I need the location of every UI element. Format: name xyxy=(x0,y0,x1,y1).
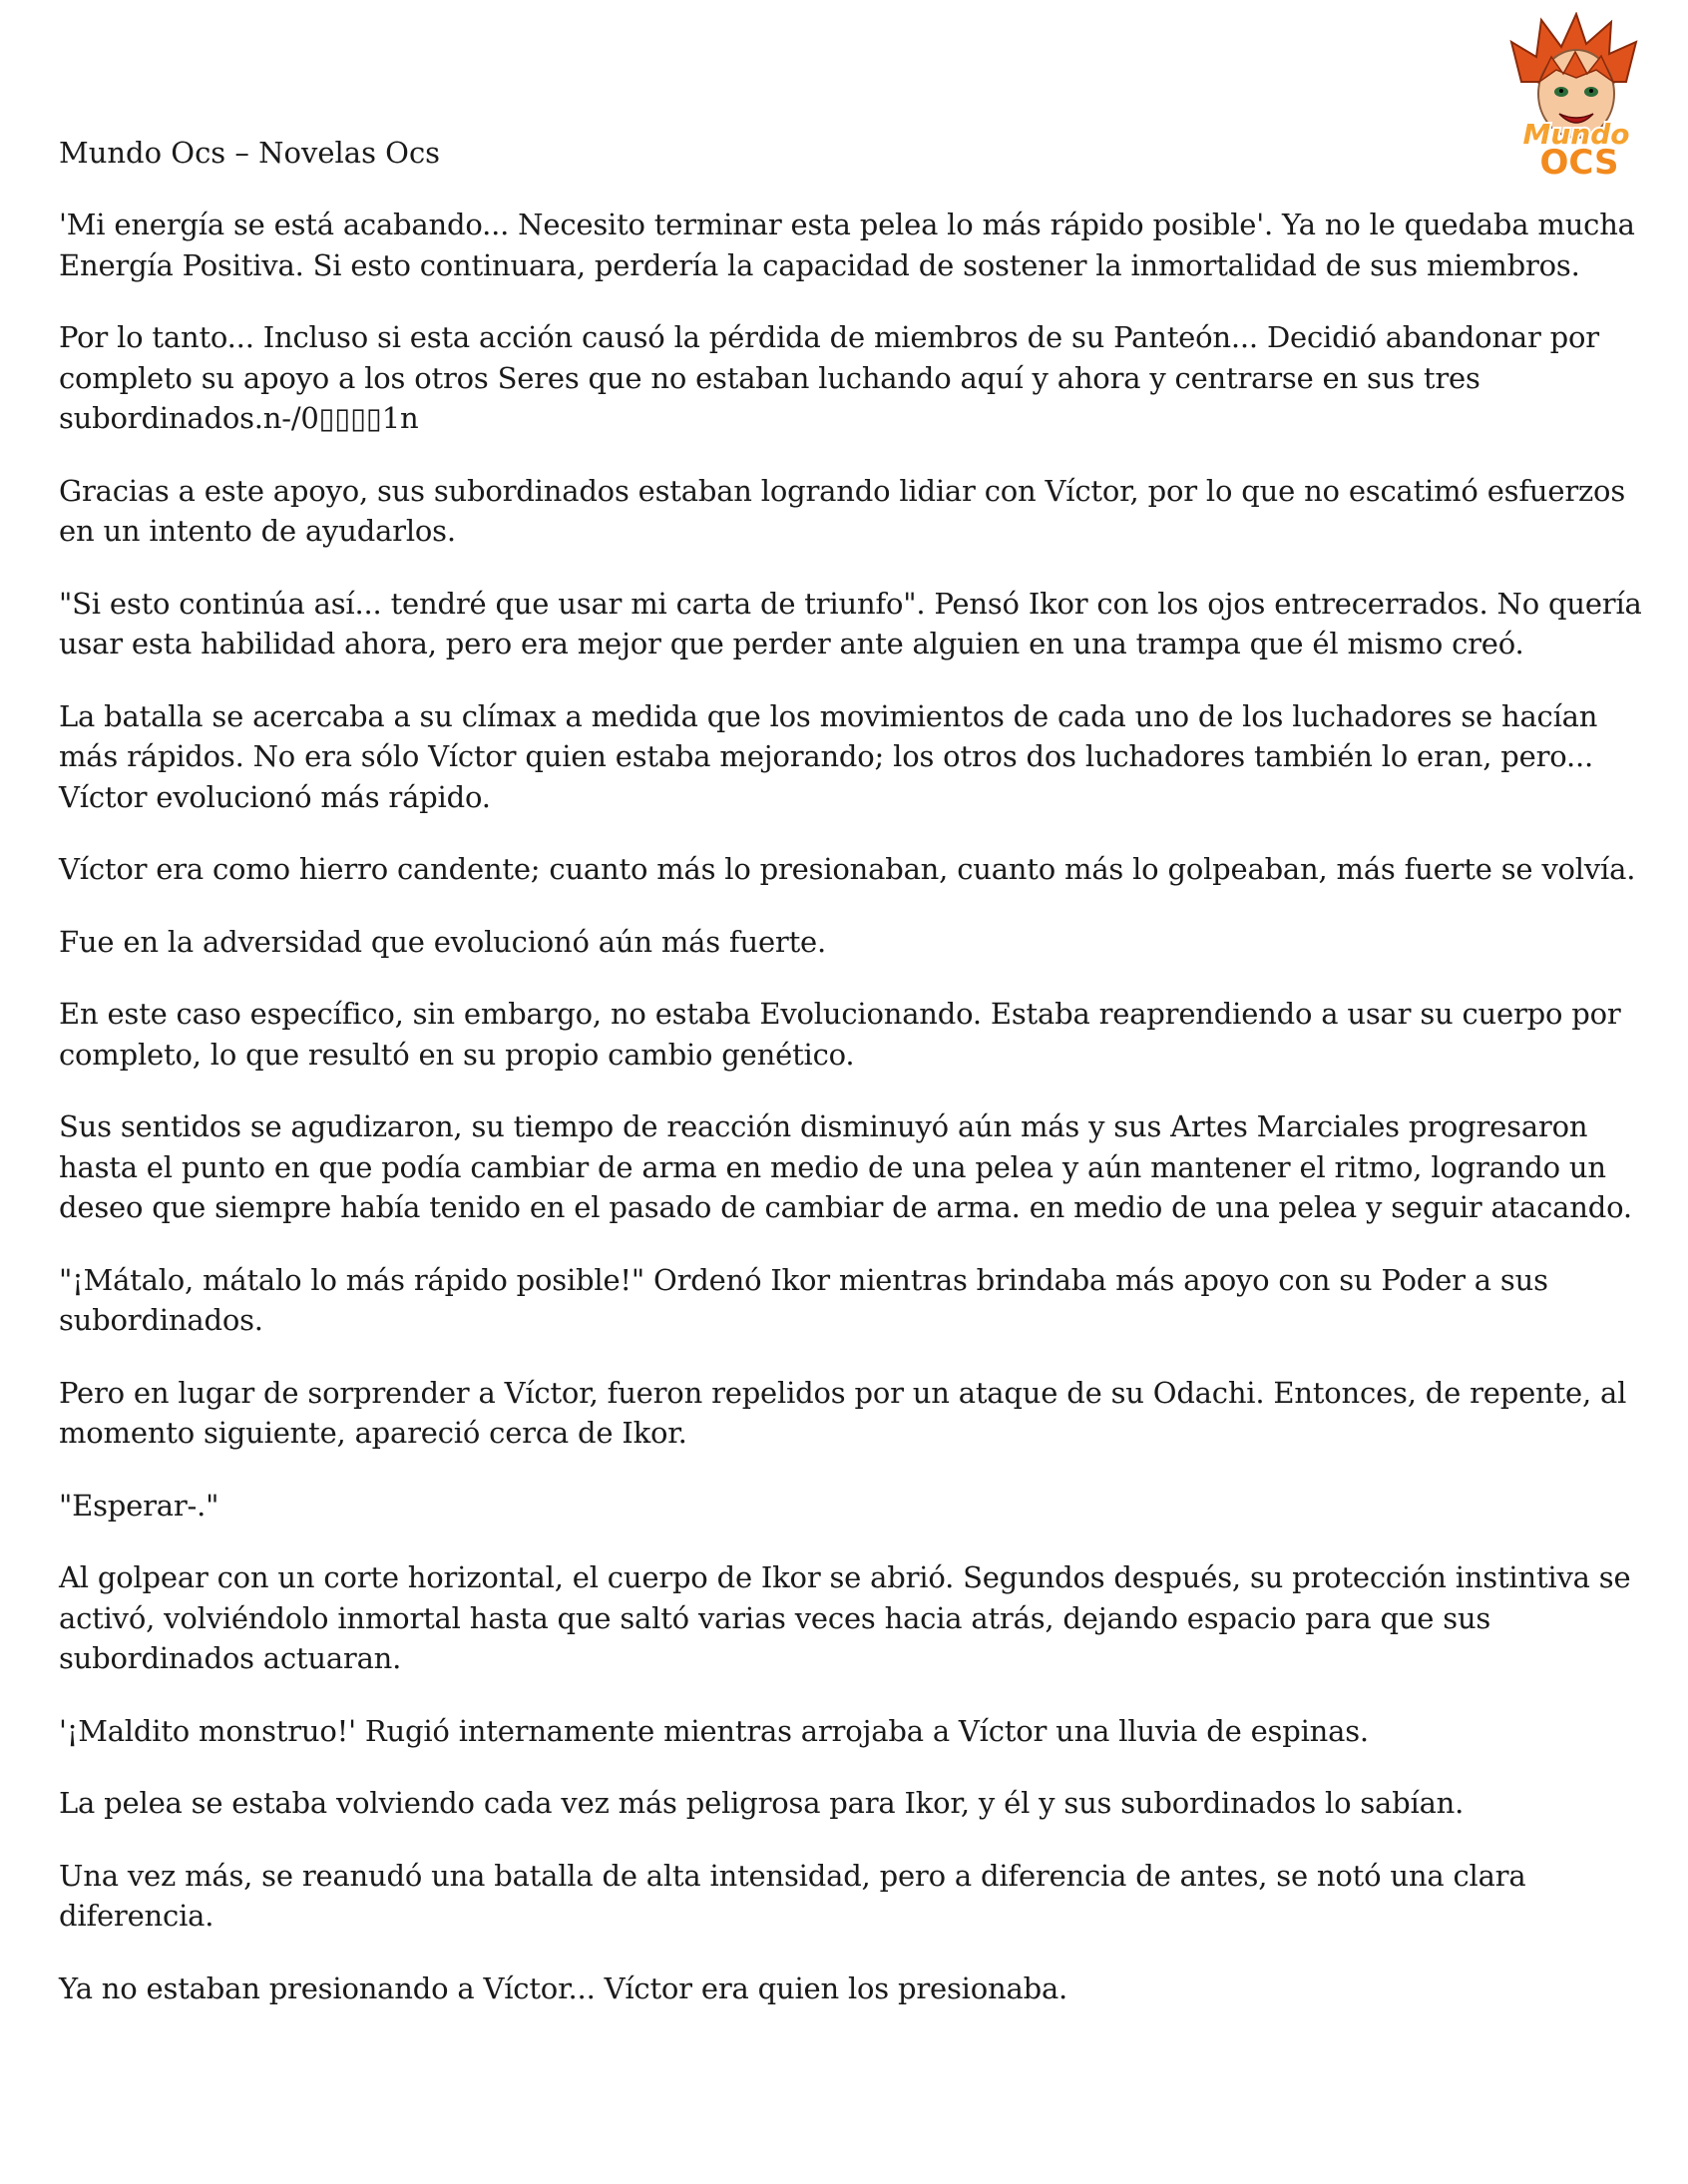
paragraph: Una vez más, se reanudó una batalla de alta intensidad, pero a diferencia de antes, se notó una clara diferencia. xyxy=(59,1858,1526,1933)
paragraph: "Si esto continúa así... tendré que usar mi carta de triunfo". Pensó Ikor con los ojos entrecerrados. No quería usar esta habilidad ahora, pero era mejor que perder ante alguien en una trampa que él mismo creó. xyxy=(59,586,1642,660)
page-header: Mundo Ocs – Novelas Ocs xyxy=(59,136,441,170)
paragraph: "¡Mátalo, mátalo lo más rápido posible!" Ordenó Ikor mientras brindaba más apoyo con su Poder a sus subordinados. xyxy=(59,1262,1548,1337)
paragraph: Gracias a este apoyo, sus subordinados estaban logrando lidiar con Víctor, por lo que no escatimó esfuerzos en un intento de ayudarlos. xyxy=(59,473,1626,548)
paragraph: 'Mi energía se está acabando... Necesito terminar esta pelea lo más rápido posible'. Ya no le quedaba mucha Energía Positiva. Si esto continuara, perdería la capacidad de sostener la inmortalidad de sus miembros. xyxy=(59,208,1635,282)
paragraph: Al golpear con un corte horizontal, el cuerpo de Ikor se abrió. Segundos después, su protección instintiva se activó, volviéndolo inmortal hasta que saltó varias veces hacia atrás, dejando espacio para que sus subordinados actuaran. xyxy=(59,1560,1631,1675)
paragraph: '¡Maldito monstruo!' Rugió internamente mientras arrojaba a Víctor una lluvia de espinas. xyxy=(59,1713,1369,1748)
document-body xyxy=(59,205,1655,2040)
logo-text-line1: Mundo xyxy=(1522,118,1630,151)
paragraph: En este caso específico, sin embargo, no estaba Evolucionando. Estaba reaprendiendo a usar su cuerpo por completo, lo que resultó en su propio cambio genético. xyxy=(59,997,1621,1072)
paragraph: La batalla se acercaba a su clímax a medida que los movimientos de cada uno de los luchadores se hacían más rápidos. No era sólo Víctor quien estaba mejorando; los otros dos luchadores también lo eran, pero... Víctor evolucionó más rápido. xyxy=(59,698,1598,814)
mundo-ocs-logo-icon xyxy=(1491,12,1661,182)
paragraph: Ya no estaban presionando a Víctor... Víctor era quien los presionaba. xyxy=(59,1970,1068,2005)
paragraph: Pero en lugar de sorprender a Víctor, fueron repelidos por un ataque de su Odachi. Entonces, de repente, al momento siguiente, apareció cerca de Ikor. xyxy=(59,1375,1627,1450)
paragraph: Sus sentidos se agudizaron, su tiempo de reacción disminuyó aún más y sus Artes Marciales progresaron hasta el punto en que podía cambiar de arma en medio de una pelea y aún mantener el ritmo, logrando un deseo que siempre había tenido en el pasado de cambiar de arma. en medio de una pelea y seguir atacando. xyxy=(59,1109,1632,1224)
paragraph: La pelea se estaba volviendo cada vez más peligrosa para Ikor, y él y sus subordinados lo sabían. xyxy=(59,1786,1465,1820)
paragraph: Fue en la adversidad que evolucionó aún más fuerte. xyxy=(59,924,827,959)
logo-text-line2: OCS xyxy=(1539,143,1619,182)
paragraph: "Esperar-." xyxy=(59,1488,219,1523)
paragraph: Víctor era como hierro candente; cuanto más lo presionaban, cuanto más lo golpeaban, más fuerte se volvía. xyxy=(59,852,1636,886)
paragraph: Por lo tanto... Incluso si esta acción causó la pérdida de miembros de su Panteón... Decidió abandonar por completo su apoyo a los otros Seres que no estaban luchando aquí y ahora y centrarse en sus tres subordinados.n-/0▯▯▯▯1n xyxy=(59,320,1599,435)
